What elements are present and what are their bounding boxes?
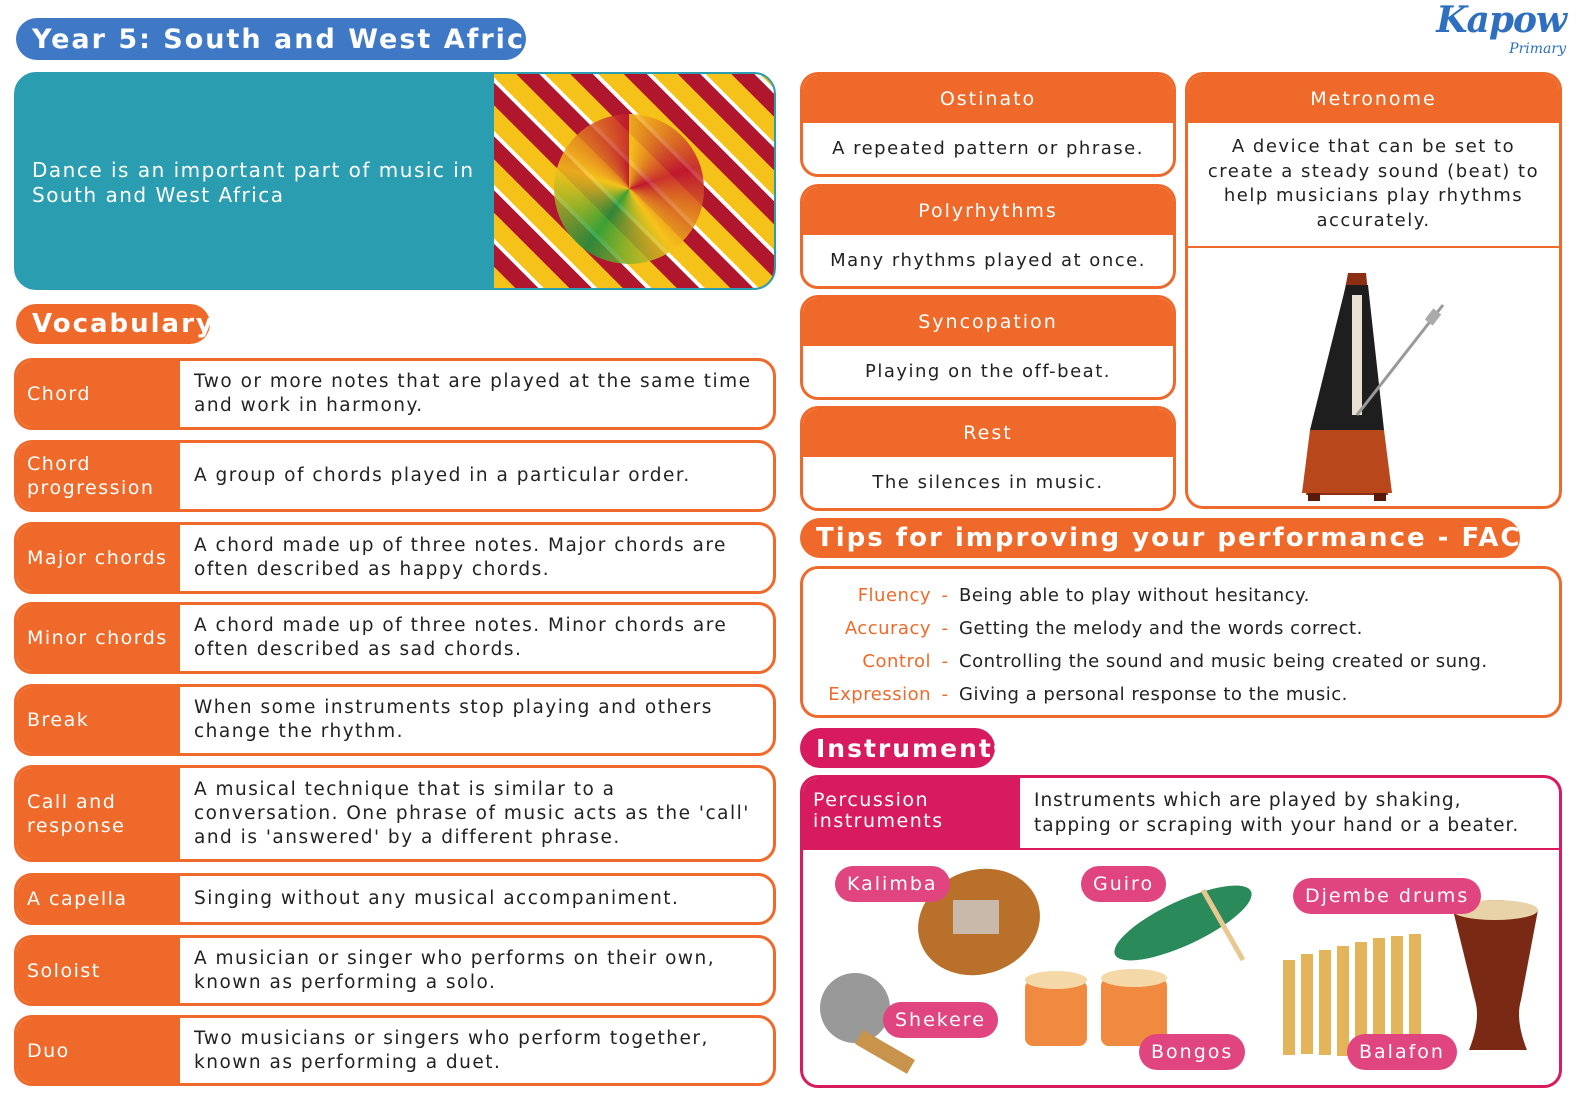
vocab-term: Minor chords (17, 605, 180, 671)
vocab-term: Call and response (17, 768, 180, 859)
face-term: Expression (828, 684, 931, 705)
vocabulary-row (14, 522, 776, 594)
term-title: Ostinato (803, 75, 1173, 123)
kapow-logo (1436, 0, 1566, 58)
face-term: Accuracy (844, 618, 931, 639)
kalimba-label: Kalimba (835, 866, 950, 902)
guiro-label: Guiro (1081, 866, 1166, 902)
term-definition: A repeated pattern or phrase. (832, 138, 1144, 159)
term-title: Syncopation (803, 298, 1173, 346)
term-card (800, 72, 1176, 177)
instruments-heading: Instruments (800, 728, 995, 768)
vocabulary-row (14, 684, 776, 756)
shekere-label: Shekere (883, 1002, 998, 1038)
metronome-term: Metronome (1188, 75, 1559, 123)
vocab-term: Chord (17, 361, 180, 427)
vocab-term: Major chords (17, 525, 180, 591)
percussion-term: Percussion instruments (803, 778, 1020, 848)
bongo-image (1025, 980, 1087, 1046)
djembe-label: Djembe drums (1293, 878, 1481, 914)
intro-banner (14, 72, 776, 290)
term-title: Rest (803, 409, 1173, 457)
page-title: Year 5: South and West Africa (16, 18, 526, 60)
face-dash: - (941, 651, 949, 672)
face-row (803, 678, 1559, 711)
term-title: Polyrhythms (803, 187, 1173, 235)
vocabulary-row (14, 935, 776, 1006)
face-definition: Controlling the sound and music being created or sung. (959, 651, 1488, 672)
vocab-term: Chord progression (17, 443, 180, 509)
term-definition: Playing on the off-beat. (864, 361, 1111, 382)
vocab-term: A capella (17, 876, 180, 922)
face-heading: Tips for improving your performance - FACE (800, 518, 1520, 558)
vocab-definition: A chord made up of three notes. Minor chords are often described as sad chords. (194, 615, 728, 660)
face-row (803, 579, 1559, 612)
term-card (800, 295, 1176, 400)
vocab-definition: A group of chords played in a particular order. (194, 465, 691, 486)
vocab-definition: A chord made up of three notes. Major chords are often described as happy chords. (194, 535, 727, 580)
vocabulary-row (14, 602, 776, 674)
face-row (803, 612, 1559, 645)
term-definition: Many rhythms played at once. (830, 250, 1146, 271)
vocab-definition: When some instruments stop playing and others change the rhythm. (194, 697, 713, 742)
balafon-label: Balafon (1347, 1034, 1457, 1070)
intro-text: Dance is an important part of music in South and West Africa (32, 158, 475, 207)
djembe-image (1453, 900, 1538, 1050)
face-definition: Getting the melody and the words correct. (959, 618, 1363, 639)
vocab-term: Soloist (17, 938, 180, 1003)
vocabulary-row (14, 440, 776, 512)
bongos-label: Bongos (1139, 1034, 1245, 1070)
face-definition: Being able to play without hesitancy. (959, 585, 1310, 606)
vocabulary-row (14, 873, 776, 925)
vocabulary-row (14, 358, 776, 430)
term-card (800, 406, 1176, 511)
face-row (803, 645, 1559, 678)
face-term: Fluency (857, 585, 931, 606)
vocab-term: Duo (17, 1018, 180, 1083)
face-dash: - (941, 585, 949, 606)
drums-photo (494, 74, 776, 290)
percussion-definition: Instruments which are played by shaking, tapping or scraping with your hand or a beater. (1034, 790, 1520, 836)
face-term: Control (862, 651, 931, 672)
metronome-definition: A device that can be set to create a steady sound (beat) to help musicians play rhythms accurately. (1188, 123, 1559, 248)
face-dash: - (941, 618, 949, 639)
vocab-term: Break (17, 687, 180, 753)
vocab-definition: A musician or singer who performs on their own, known as performing a solo. (194, 947, 716, 993)
face-tips (800, 566, 1562, 718)
vocabulary-heading: Vocabulary (16, 304, 210, 344)
vocabulary-row (14, 1015, 776, 1086)
face-dash: - (941, 684, 949, 705)
vocab-definition: A musical technique that is similar to a conversation. One phrase of music acts as the 'call' and is 'answered' by a different phrase. (194, 778, 750, 848)
logo-text: Kapow (1436, 0, 1566, 41)
vocab-definition: Singing without any musical accompaniment. (194, 888, 680, 909)
face-definition: Giving a personal response to the music. (959, 684, 1348, 705)
metronome-image (1188, 255, 1562, 509)
logo-sub: Primary (1509, 41, 1566, 57)
instruments-card (800, 775, 1562, 1088)
metronome-card (1185, 72, 1562, 509)
term-card (800, 184, 1176, 289)
vocab-definition: Two or more notes that are played at the same time and work in harmony. (194, 371, 752, 416)
term-definition: The silences in music. (872, 472, 1104, 493)
vocabulary-row (14, 765, 776, 862)
shekere-image (820, 973, 890, 1043)
vocab-definition: Two musicians or singers who perform together, known as performing a duet. (194, 1027, 709, 1073)
